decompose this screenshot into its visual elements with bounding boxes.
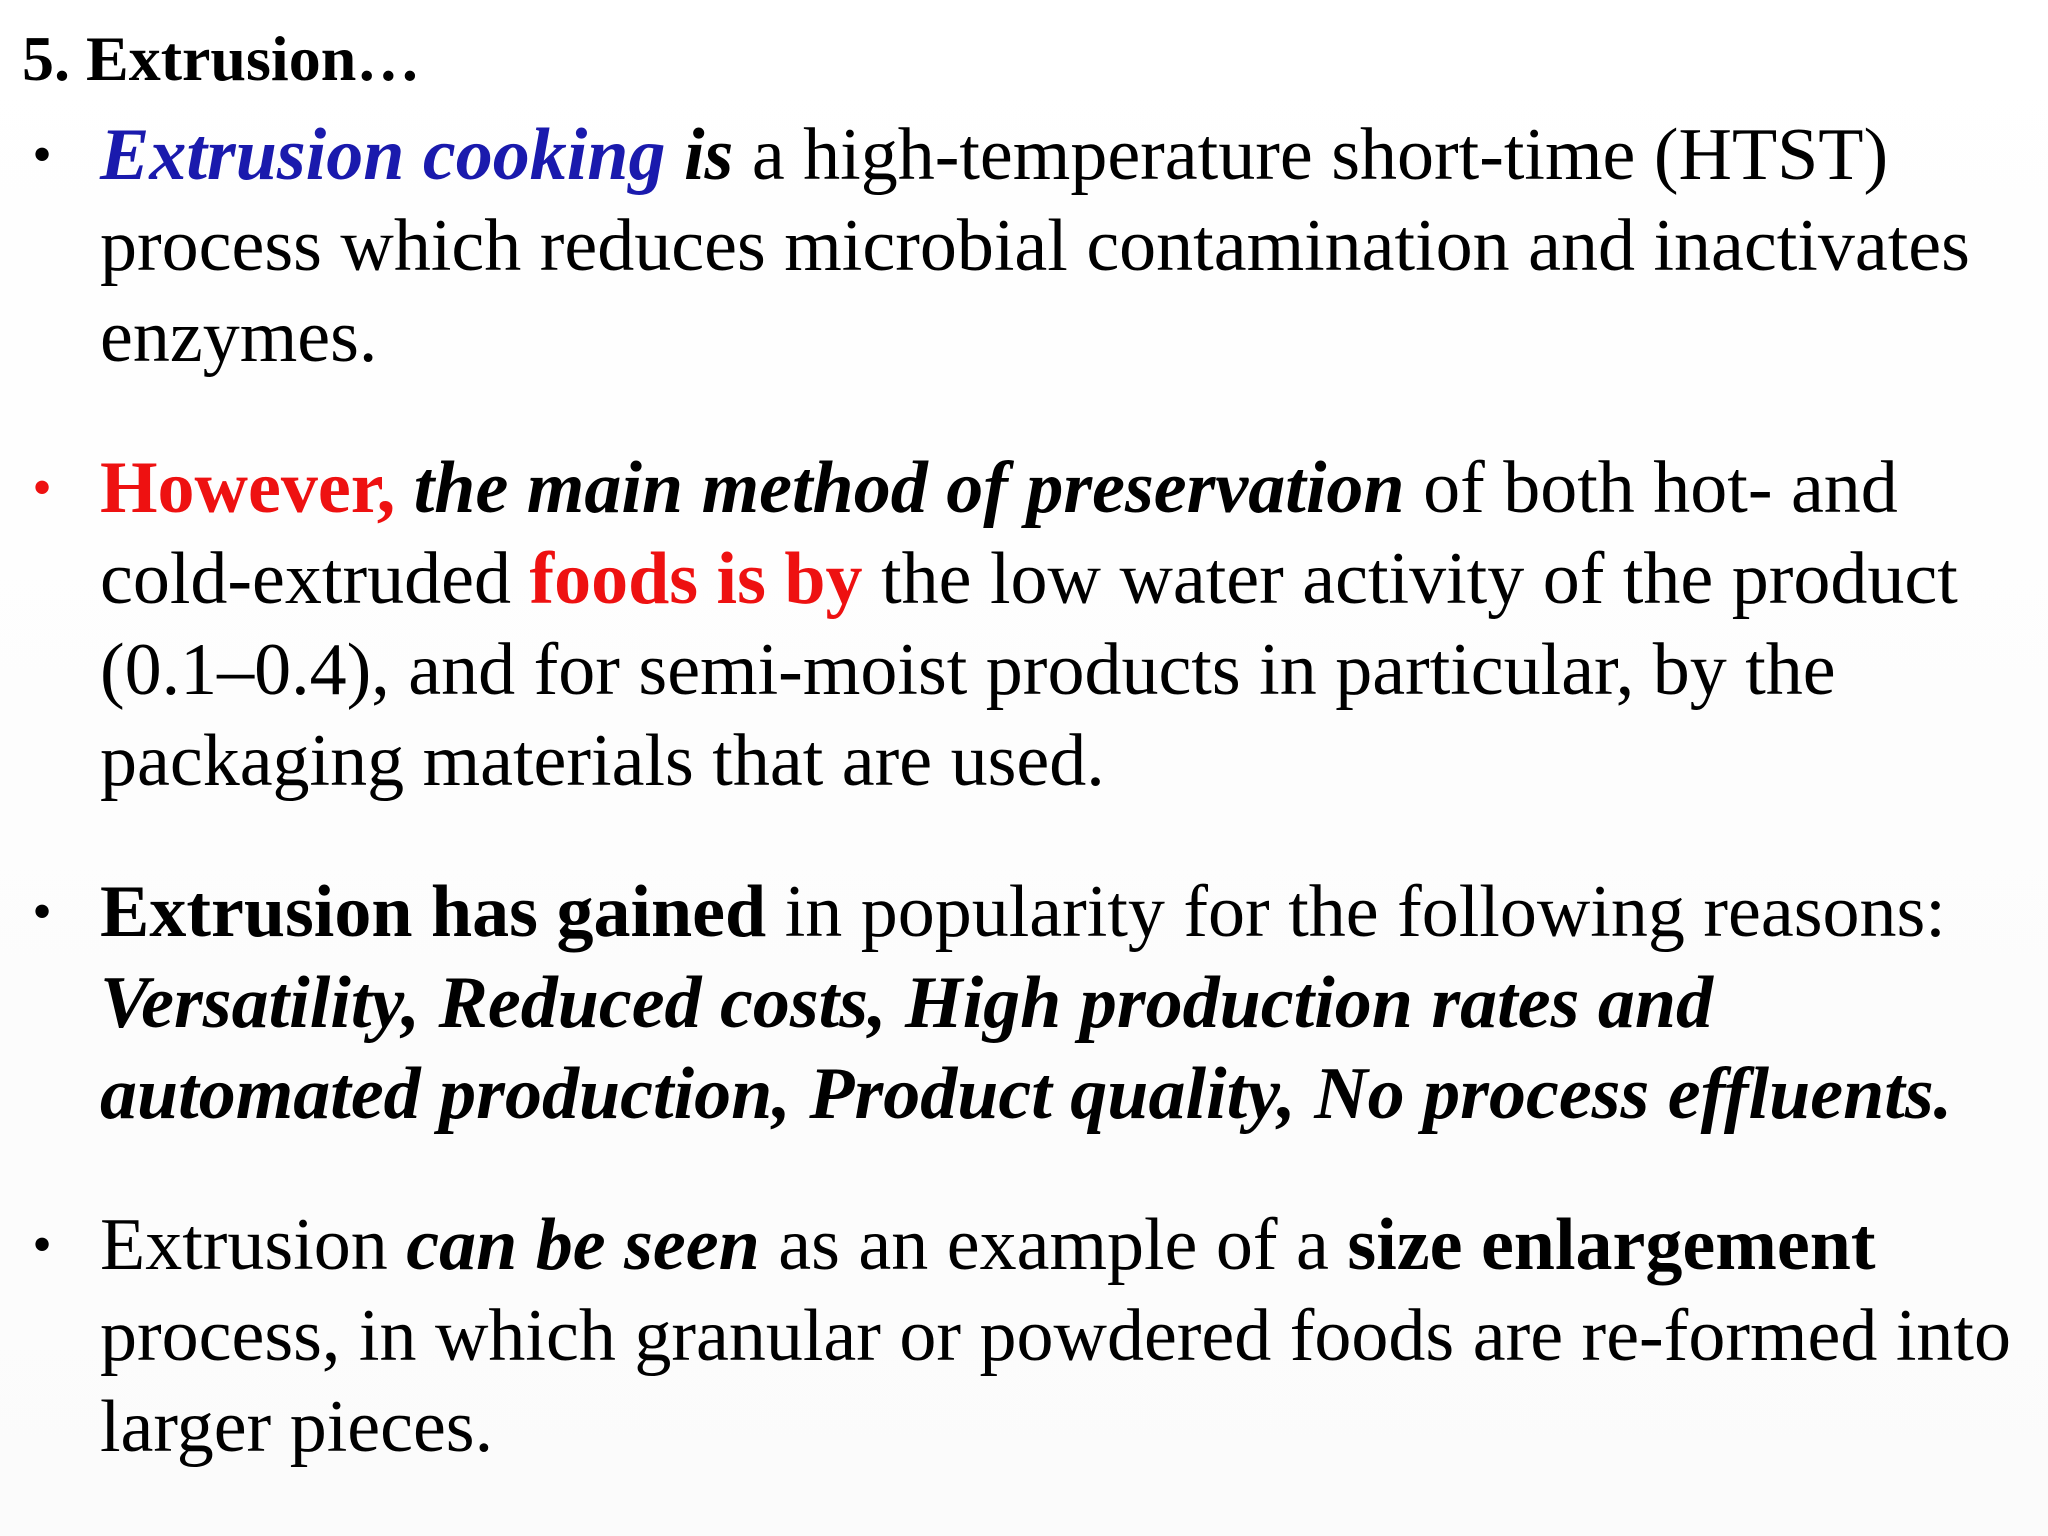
- emphasis-main-method: the main method of preservation: [413, 447, 1405, 529]
- bullet-marker: •: [32, 457, 52, 519]
- emphasis-can-be-seen: can be seen: [406, 1204, 760, 1286]
- emphasis-foods-is-by: foods is by: [529, 538, 863, 620]
- bullet-marker: •: [32, 1214, 52, 1276]
- emphasis-reasons-list: Versatility, Reduced costs, High production rates and automated production, Product quality, No process effluents.: [100, 962, 1953, 1135]
- text-span: the low water activity of the product (0.1–0.4), and for semi-moist products in particular, by the packaging materials that are used.: [100, 538, 1958, 802]
- text-span: a high-temperature short-time (HTST) process which reduces microbial contamination and inactivates enzymes.: [100, 114, 1970, 378]
- bullet-extrusion-cooking: [22, 110, 2038, 383]
- term-extrusion-cooking: Extrusion cooking: [100, 114, 666, 196]
- text-span: of both hot- and cold-extruded: [100, 447, 1898, 620]
- bullet-preservation-method: [22, 443, 2038, 807]
- bullet-marker: •: [32, 124, 52, 186]
- text-span: Extrusion: [100, 1204, 407, 1286]
- slide-title: 5. Extrusion…: [22, 23, 421, 94]
- text-span: as an example of a: [759, 1204, 1348, 1286]
- emphasis-however: However,: [100, 447, 396, 529]
- bullet-popularity-reasons: [22, 867, 2038, 1140]
- text-span: process, in which granular or powdered foods are re-formed into larger pieces.: [100, 1295, 2011, 1468]
- bullet-list: [22, 110, 2038, 1473]
- emphasis-is: is: [683, 114, 734, 196]
- bullet-size-enlargement: [22, 1200, 2038, 1473]
- emphasis-size-enlargement: size enlargement: [1347, 1204, 1876, 1286]
- text-span: [665, 114, 684, 196]
- bullet-marker: •: [32, 881, 52, 943]
- text-span: in popularity for the following reasons:: [766, 871, 1946, 953]
- emphasis-extrusion-has-gained: Extrusion has gained: [100, 871, 767, 953]
- text-span: [395, 447, 414, 529]
